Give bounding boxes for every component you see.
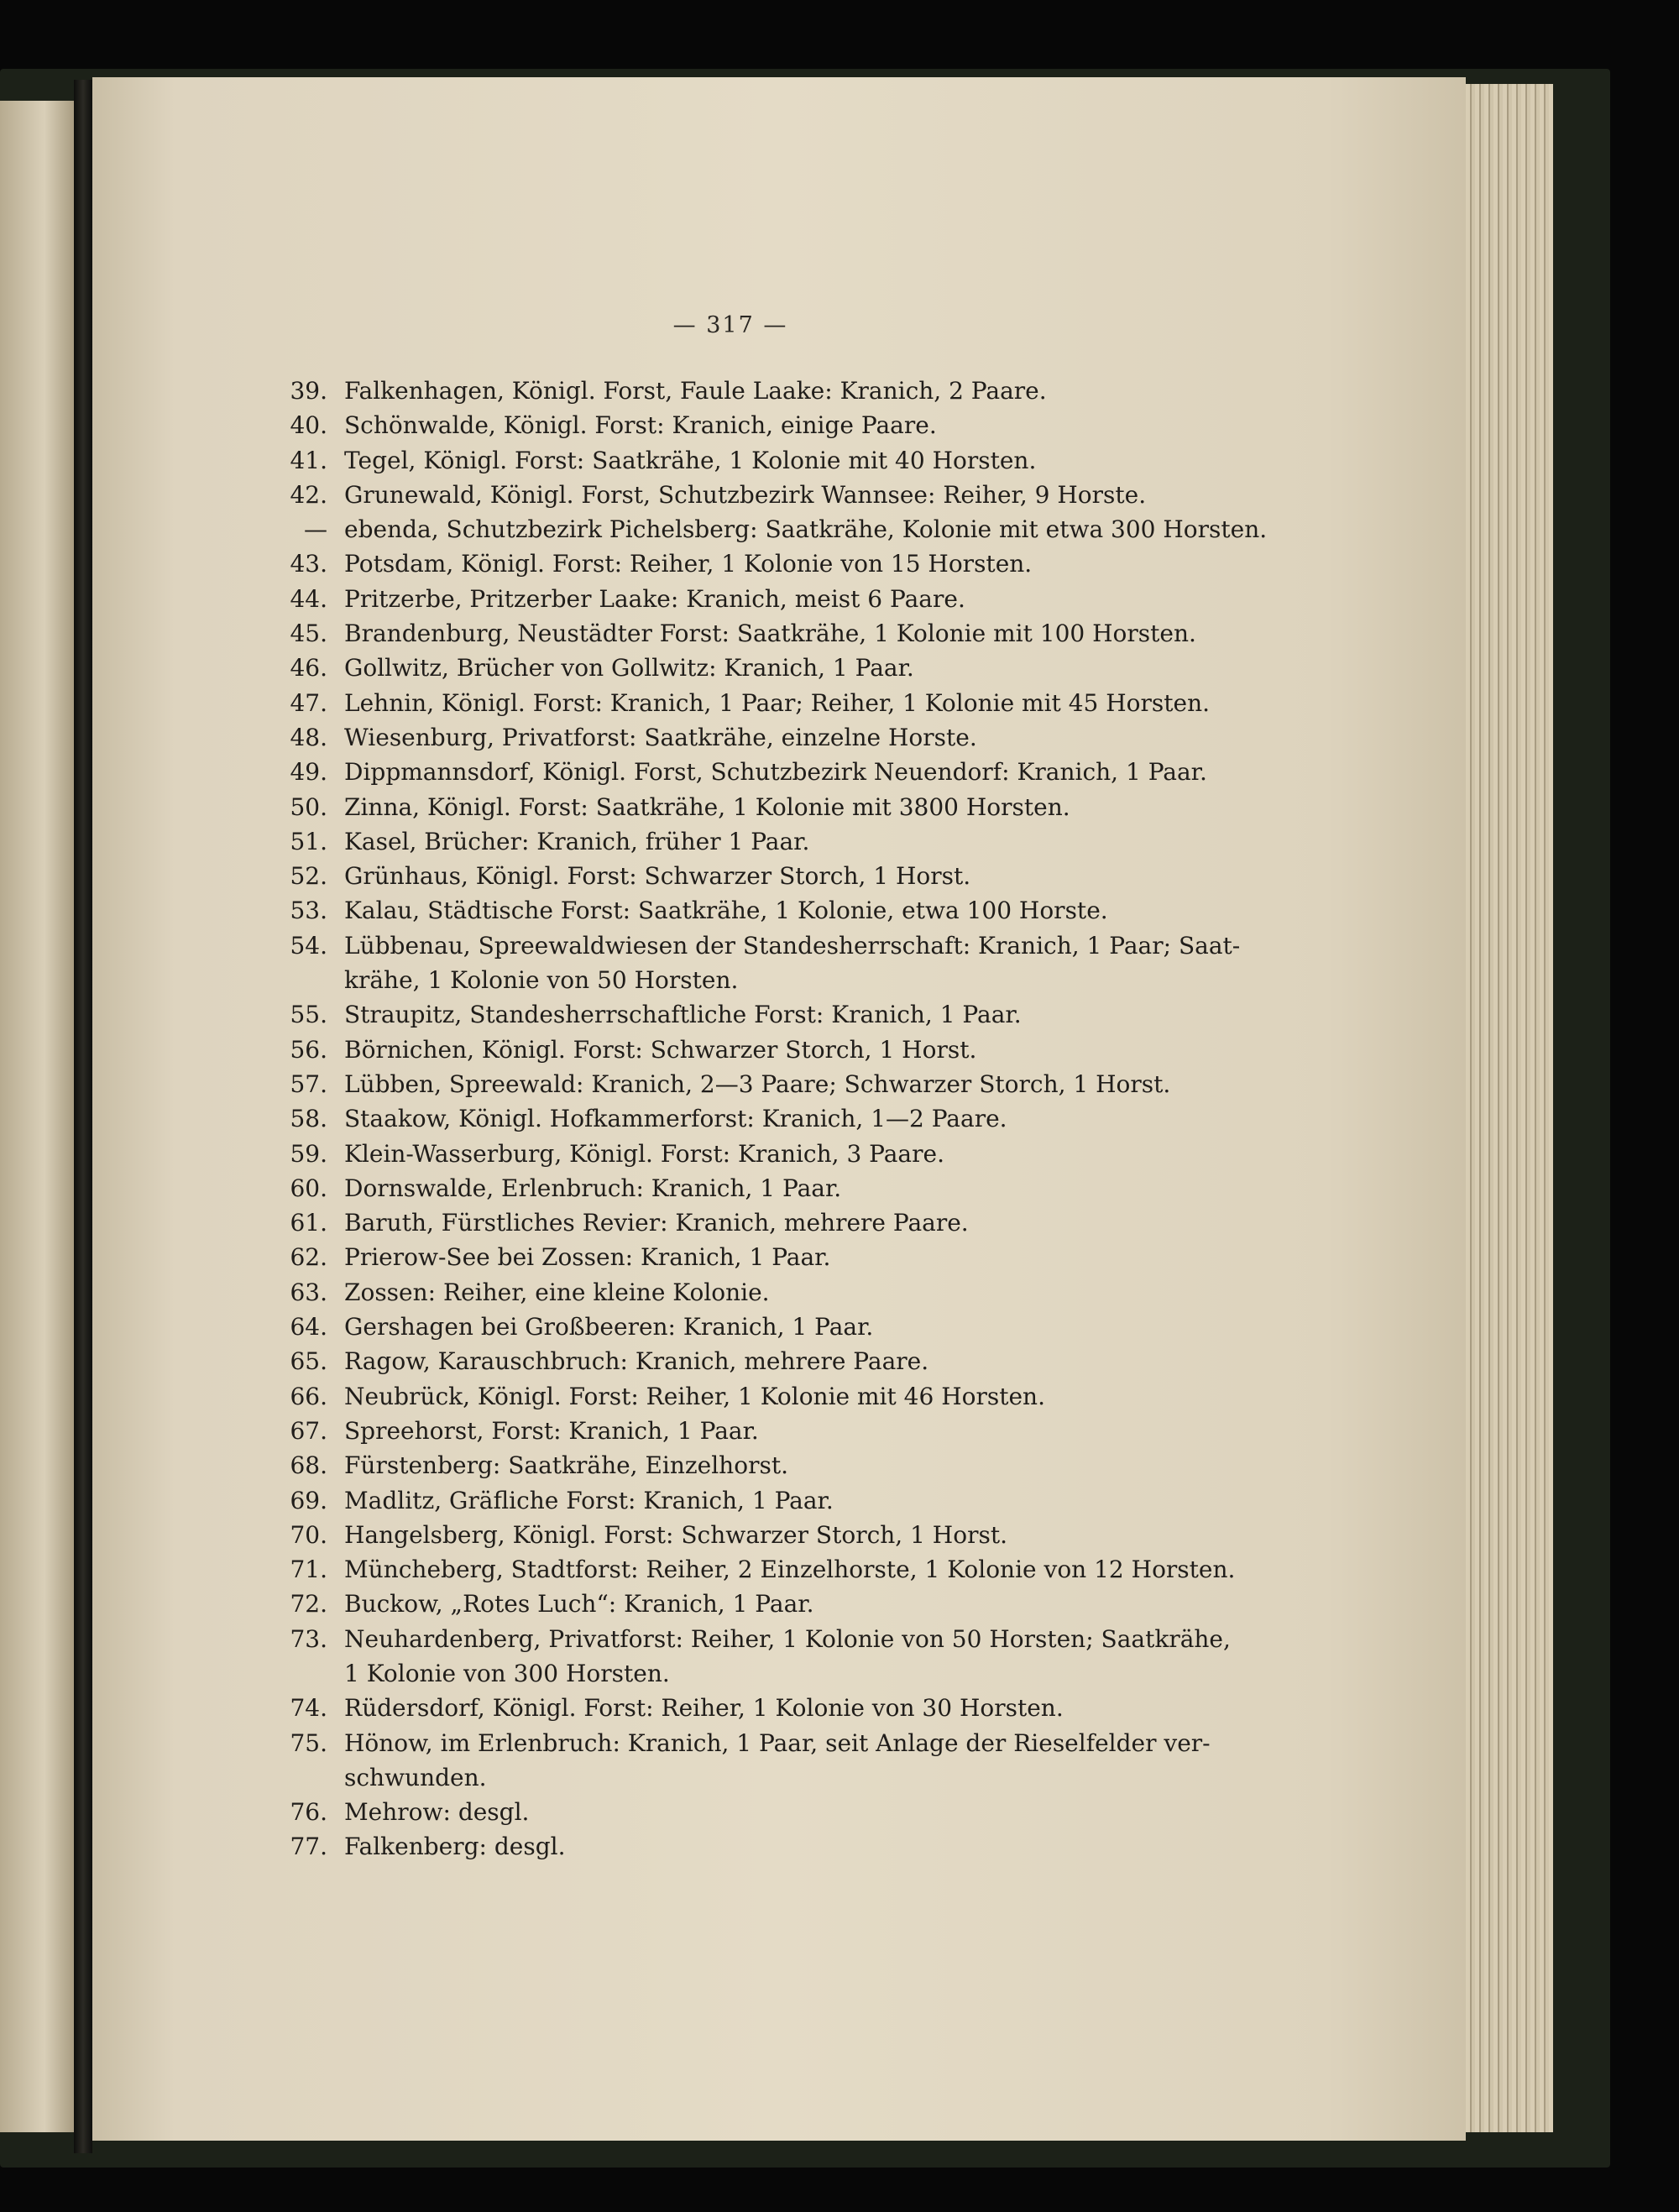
list-item [243,1518,1234,1552]
entry-text: Mehrow: desgl. [344,1798,530,1827]
entry-number: 48. [290,723,327,751]
entry-text: Klein-Wasserburg, Königl. Forst: Kranich, 3 Paare. [344,1139,944,1168]
entry-text: Spreehorst, Forst: Kranich, 1 Paar. [344,1416,759,1445]
entry-number: 43. [290,550,327,578]
list-item [243,443,1234,478]
entry-indent [243,963,344,997]
entry-number: 54. [290,931,327,960]
list-item [243,1379,1234,1414]
list-item [243,1033,1234,1067]
entry-text: Dippmannsdorf, Königl. Forst, Schutzbezirk Neuendorf: Kranich, 1 Paar. [344,758,1207,787]
entry-text: Müncheberg, Stadtforst: Reiher, 2 Einzelhorste, 1 Kolonie von 12 Horsten. [344,1556,1236,1584]
entry-number: 52. [290,862,327,891]
entry-text: Kalau, Städtische Forst: Saatkrähe, 1 Kolonie, etwa 100 Horste. [344,897,1108,925]
entry-text: Grunewald, Königl. Forst, Schutzbezirk Wannsee: Reiher, 9 Horste. [344,480,1147,509]
list-item [243,893,1234,928]
list-item [243,1587,1234,1621]
entry-number: 77. [290,1833,327,1861]
entry-number: 42. [290,480,327,509]
entry-text: 1 Kolonie von 300 Horsten. [344,1659,670,1687]
list-item [243,1691,1234,1725]
entry-text: Lehnin, Königl. Forst: Kranich, 1 Paar; Reiher, 1 Kolonie mit 45 Horsten. [344,688,1211,717]
entry-text: Zossen: Reiher, eine kleine Kolonie. [344,1278,770,1306]
list-item [243,1622,1234,1656]
list-item [243,1726,1234,1760]
entry-number: 75. [290,1728,327,1757]
list-item [243,1310,1234,1344]
entry-text: Fürstenberg: Saatkrähe, Einzelhorst. [344,1451,788,1480]
entry-number: 39. [290,377,327,405]
entry-number: 63. [290,1278,327,1306]
list-item [243,1205,1234,1240]
entry-number: 71. [290,1556,327,1584]
list-item [243,408,1234,442]
list-item [243,1552,1234,1587]
entry-text: Zinna, Königl. Forst: Saatkrähe, 1 Kolonie mit 3800 Horsten. [344,792,1070,821]
entry-text: Staakow, Königl. Hofkammerforst: Kranich, 1—2 Paare. [344,1105,1007,1133]
entry-text: Baruth, Fürstliches Revier: Kranich, mehrere Paare. [344,1209,969,1237]
entry-text: Falkenberg: desgl. [344,1833,566,1861]
entry-text: Grünhaus, Königl. Forst: Schwarzer Storch, 1 Horst. [344,862,971,891]
entry-text: Straupitz, Standesherrschaftliche Forst: Kranich, 1 Paar. [344,1001,1022,1029]
list-item [243,1240,1234,1274]
entry-number: 41. [290,446,327,474]
entry-number: 44. [290,584,327,613]
entry-text: Neuhardenberg, Privatforst: Reiher, 1 Kolonie von 50 Horsten; Saatkrähe, [344,1624,1231,1653]
list-item [243,997,1234,1032]
list-item [243,1448,1234,1483]
entry-text: Buckow, „Rotes Luch“: Kranich, 1 Paar. [344,1590,814,1618]
entry-number: 58. [290,1105,327,1133]
entry-number: 51. [290,827,327,855]
page-edges [1466,84,1553,2132]
entry-number: 76. [290,1798,327,1827]
list-item [243,616,1234,651]
entry-number: 64. [290,1313,327,1341]
book-gutter [74,80,92,2153]
left-page-edge [0,101,74,2132]
entry-number: 66. [290,1382,327,1410]
entry-text: krähe, 1 Kolonie von 50 Horsten. [344,966,739,995]
entry-number: 56. [290,1035,327,1064]
entry-number: 59. [290,1139,327,1168]
entry-number: 65. [290,1347,327,1376]
list-item [243,1067,1234,1101]
list-item [243,478,1234,512]
entry-text: Lübben, Spreewald: Kranich, 2—3 Paare; Schwarzer Storch, 1 Horst. [344,1069,1171,1098]
list-item [243,546,1234,581]
list-item [243,1656,1234,1691]
entry-number: 72. [290,1590,327,1618]
entry-number: 69. [290,1486,327,1514]
entry-number: 47. [290,688,327,717]
entry-text: Lübbenau, Spreewaldwiesen der Standesherrschaft: Kranich, 1 Paar; Saat- [344,931,1241,960]
entry-text: Pritzerbe, Pritzerber Laake: Kranich, meist 6 Paare. [344,584,965,613]
entry-number: 49. [290,758,327,787]
entry-text: Rüdersdorf, Königl. Forst: Reiher, 1 Kolonie von 30 Horsten. [344,1694,1064,1723]
entry-number: 46. [290,654,327,682]
list-item [243,720,1234,755]
entry-number: 53. [290,897,327,925]
list-item [243,1275,1234,1310]
list-item [243,512,1268,546]
entry-text: Hangelsberg, Königl. Forst: Schwarzer Storch, 1 Horst. [344,1520,1007,1549]
entry-text: Falkenhagen, Königl. Forst, Faule Laake: Kranich, 2 Paare. [344,377,1047,405]
entry-number: 50. [290,792,327,821]
entry-number: 57. [290,1069,327,1098]
entry-text: Gollwitz, Brücher von Gollwitz: Kranich, 1 Paar. [344,654,914,682]
entry-text: schwunden. [344,1763,487,1791]
list-item [243,651,1234,685]
entry-text: Schönwalde, Königl. Forst: Kranich, einige Paare. [344,411,937,440]
page-number: — 317 — [672,312,788,338]
entry-text: Dornswalde, Erlenbruch: Kranich, 1 Paar. [344,1174,842,1202]
list-item [243,1101,1234,1136]
entry-text: Tegel, Königl. Forst: Saatkrähe, 1 Kolonie mit 40 Horsten. [344,446,1037,474]
list-item [243,1795,1234,1829]
list-item [243,755,1234,789]
entry-text: Madlitz, Gräfliche Forst: Kranich, 1 Paar. [344,1486,834,1514]
list-item [243,824,1234,859]
list-item [243,374,1234,408]
entry-text: Hönow, im Erlenbruch: Kranich, 1 Paar, seit Anlage der Rieselfelder ver- [344,1728,1211,1757]
entry-number: — [304,515,327,544]
entry-text: Börnichen, Königl. Forst: Schwarzer Storch, 1 Horst. [344,1035,977,1064]
list-item [243,1344,1234,1378]
entry-list [243,374,1268,1864]
entry-number: 68. [290,1451,327,1480]
list-item [243,1760,1234,1795]
list-item [243,963,1234,997]
list-item [243,1483,1234,1518]
entry-number: 73. [290,1624,327,1653]
entry-number: 55. [290,1001,327,1029]
entry-number: 67. [290,1416,327,1445]
entry-number: 70. [290,1520,327,1549]
list-item [243,686,1234,720]
list-item [243,1137,1234,1171]
entry-text: Kasel, Brücher: Kranich, früher 1 Paar. [344,827,810,855]
entry-number: 62. [290,1243,327,1272]
entry-text: Wiesenburg, Privatforst: Saatkrähe, einzelne Horste. [344,723,977,751]
list-item [243,1171,1234,1205]
entry-number: 61. [290,1209,327,1237]
list-item [243,1414,1234,1448]
entry-text: ebenda, Schutzbezirk Pichelsberg: Saatkrähe, Kolonie mit etwa 300 Horsten. [344,515,1268,544]
list-item [243,859,1234,893]
entry-number: 40. [290,411,327,440]
entry-text: Prierow-See bei Zossen: Kranich, 1 Paar. [344,1243,831,1272]
entry-text: Ragow, Karauschbruch: Kranich, mehrere Paare. [344,1347,929,1376]
entry-number: 74. [290,1694,327,1723]
entry-text: Gershagen bei Großbeeren: Kranich, 1 Paar. [344,1313,874,1341]
entry-text: Neubrück, Königl. Forst: Reiher, 1 Kolonie mit 46 Horsten. [344,1382,1045,1410]
entry-number: 45. [290,620,327,648]
entry-indent [243,1760,344,1795]
entry-text: Brandenburg, Neustädter Forst: Saatkrähe, 1 Kolonie mit 100 Horsten. [344,620,1196,648]
list-item [243,790,1234,824]
entry-indent [243,1656,344,1691]
list-item [243,582,1234,616]
entry-number: 60. [290,1174,327,1202]
list-item [243,1829,1234,1864]
list-item [243,928,1241,963]
entry-text: Potsdam, Königl. Forst: Reiher, 1 Kolonie von 15 Horsten. [344,550,1033,578]
